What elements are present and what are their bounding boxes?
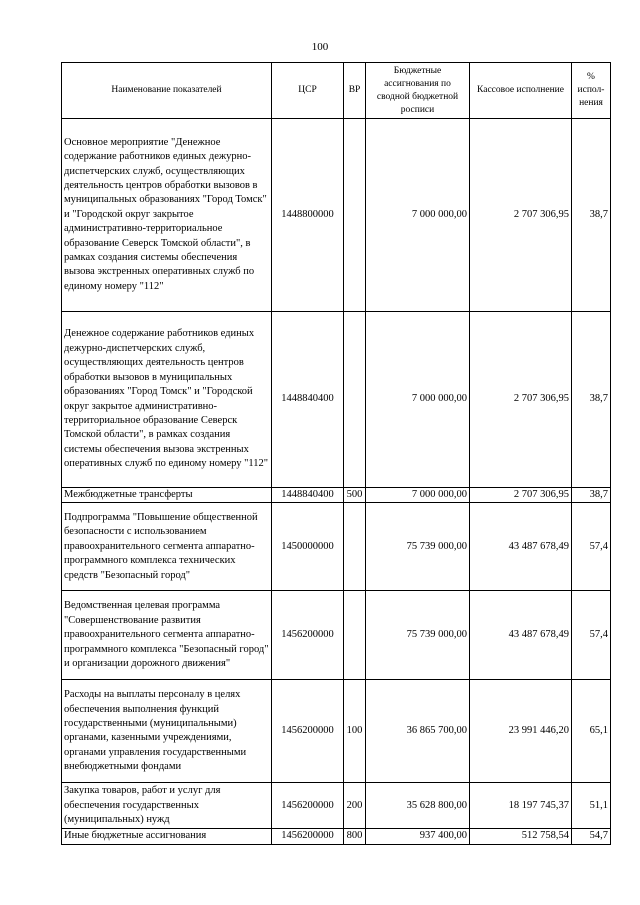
row-budget: 7 000 000,00 <box>366 119 470 312</box>
row-cash: 2 707 306,95 <box>470 119 572 312</box>
row-vr <box>344 503 366 591</box>
row-cash: 43 487 678,49 <box>470 591 572 680</box>
row-percent: 57,4 <box>572 591 611 680</box>
row-percent: 57,4 <box>572 503 611 591</box>
row-cash: 2 707 306,95 <box>470 312 572 488</box>
row-cash: 2 707 306,95 <box>470 488 572 503</box>
table-row <box>62 680 611 783</box>
row-percent: 38,7 <box>572 119 611 312</box>
header-vr: ВР <box>344 63 366 119</box>
row-vr: 500 <box>344 488 366 503</box>
header-budget: Бюджетные ассигнования по сводной бюджетной росписи <box>366 63 470 119</box>
table-header-row <box>62 63 611 119</box>
row-percent: 65,1 <box>572 680 611 783</box>
row-budget: 7 000 000,00 <box>366 312 470 488</box>
row-vr: 800 <box>344 829 366 844</box>
table-row <box>62 783 611 829</box>
row-budget: 937 400,00 <box>366 829 470 844</box>
row-vr <box>344 312 366 488</box>
row-name: Расходы на выплаты персоналу в целях обеспечения выполнения функций государственными (муниципальными) органами, казенными учреждениями, органами управления государственными внебюджетными фондами <box>62 680 272 783</box>
row-csr: 1456200000 <box>272 591 344 680</box>
row-csr: 1456200000 <box>272 829 344 844</box>
header-percent: % испол-нения <box>572 63 611 119</box>
row-budget: 75 739 000,00 <box>366 591 470 680</box>
table-row <box>62 312 611 488</box>
row-csr: 1448840400 <box>272 312 344 488</box>
row-budget: 35 628 800,00 <box>366 783 470 829</box>
row-csr: 1448800000 <box>272 119 344 312</box>
row-vr: 100 <box>344 680 366 783</box>
row-percent: 51,1 <box>572 783 611 829</box>
row-name: Денежное содержание работников единых дежурно-диспетчерских служб, осуществляющих деятельность центров обработки вызовов в муниципальных образованиях "Город Томск" и "Городской округ закрытое административно-территориальное образование Северск Томской области", в рамках создания системы обеспечения вызова экстренных оперативных служб по единому номеру "112" <box>62 312 272 488</box>
row-percent: 38,7 <box>572 312 611 488</box>
row-budget: 7 000 000,00 <box>366 488 470 503</box>
row-cash: 512 758,54 <box>470 829 572 844</box>
table-row <box>62 488 611 503</box>
row-csr: 1448840400 <box>272 488 344 503</box>
page-number: 100 <box>311 41 329 53</box>
row-name: Основное мероприятие "Денежное содержание работников единых дежурно-диспетчерских служб, осуществляющих деятельность центров обработки вызовов в муниципальных образованиях "Город Томск" и "Городской округ закрытое административно-территориальное образование Северск Томской области", в рамках создания системы обеспечения вызова экстренных оперативных служб по единому номеру "112" <box>62 119 272 312</box>
row-cash: 18 197 745,37 <box>470 783 572 829</box>
header-cash: Кассовое исполнение <box>470 63 572 119</box>
table-row <box>62 119 611 312</box>
row-name: Закупка товаров, работ и услуг для обеспечения государственных (муниципальных) нужд <box>62 783 272 829</box>
row-name: Подпрограмма "Повышение общественной безопасности с использованием правоохранительного сегмента аппаратно-программного комплекса технических средств "Безопасный город" <box>62 503 272 591</box>
row-percent: 54,7 <box>572 829 611 844</box>
row-budget: 75 739 000,00 <box>366 503 470 591</box>
row-name: Межбюджетные трансферты <box>62 488 272 503</box>
row-percent: 38,7 <box>572 488 611 503</box>
row-cash: 43 487 678,49 <box>470 503 572 591</box>
table-row <box>62 829 611 844</box>
row-vr: 200 <box>344 783 366 829</box>
row-vr <box>344 591 366 680</box>
row-csr: 1450000000 <box>272 503 344 591</box>
table-row <box>62 503 611 591</box>
row-csr: 1456200000 <box>272 680 344 783</box>
budget-execution-table <box>61 62 611 845</box>
row-budget: 36 865 700,00 <box>366 680 470 783</box>
row-name: Иные бюджетные ассигнования <box>62 829 272 844</box>
header-csr: ЦСР <box>272 63 344 119</box>
header-name: Наименование показателей <box>62 63 272 119</box>
row-cash: 23 991 446,20 <box>470 680 572 783</box>
table-row <box>62 591 611 680</box>
row-name: Ведомственная целевая программа "Совершенствование развития правоохранительного сегмента аппаратно-программного комплекса "Безопасный город" и организации дорожного движения" <box>62 591 272 680</box>
row-csr: 1456200000 <box>272 783 344 829</box>
row-vr <box>344 119 366 312</box>
